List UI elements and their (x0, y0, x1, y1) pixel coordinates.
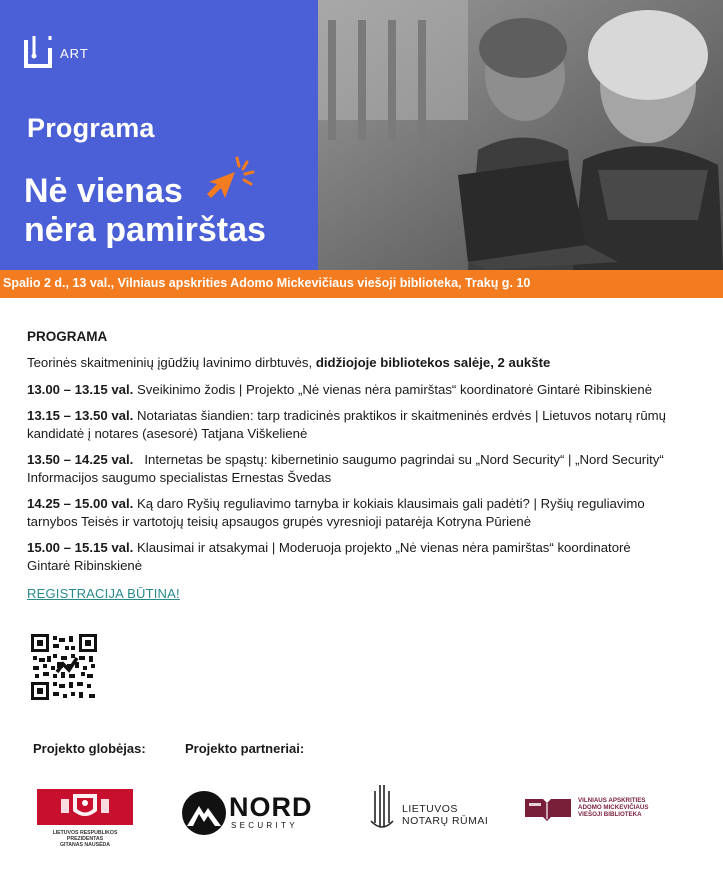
event-info-band (0, 270, 723, 298)
schedule-time: 13.15 – 13.50 val. (27, 408, 134, 423)
library-book-icon (523, 795, 573, 821)
notary-text (402, 803, 488, 827)
intro-bold: didžiojoje bibliotekos salėje, 2 aukšte (315, 355, 551, 370)
notary-line1: LIETUVOS (402, 803, 458, 815)
notary-line2: NOTARŲ RŪMAI (402, 815, 489, 827)
art-logo-icon (24, 34, 114, 70)
hero-title (24, 172, 266, 250)
library-text (578, 797, 648, 818)
program-section (27, 328, 677, 603)
notary-columns-icon (368, 783, 396, 831)
event-date-location: Spalio 2 d., 13 val., Vilniaus apskrities Adomo Mickevičiaus viešoji biblioteka, Trakų g. 10 (3, 276, 531, 290)
library-logo (523, 795, 663, 825)
nord-word: NORD (229, 792, 313, 822)
schedule-item (27, 451, 677, 487)
hero-blue-panel (0, 0, 318, 270)
schedule-item (27, 407, 677, 443)
library-line3: VIEŠOJI BIBLIOTEKA (578, 811, 642, 818)
president-line2: GITANAS NAUSĖDA (59, 842, 111, 848)
schedule-text: Klausimai ir atsakymai | Moderuoja projekto „Nė vienas nėra pamirštas“ koordinatorė Gintarė Ribinskienė (27, 540, 631, 573)
schedule-text: Ką daro Ryšių reguliavimo tarnyba ir kokiais klausimais gali padėti? | Ryšių reguliavimo tarnybos Teisės ir vartotojų teisių apsaugos grupės vyresnioji patarėja Kotryna Pūrienė (27, 496, 645, 529)
schedule-time: 14.25 – 15.00 val. (27, 496, 134, 511)
logo-text: ART (60, 46, 89, 61)
nord-security-logo (181, 790, 331, 836)
schedule-text: Sveikinimo žodis | Projekto „Nė vienas nėra pamirštas“ koordinatorė Gintarė Ribinskienė (133, 382, 653, 397)
registration-link[interactable]: REGISTRACIJA BŪTINA! (27, 586, 180, 601)
hero-title-line2: nėra pamirštas (24, 211, 266, 249)
program-intro (27, 354, 677, 372)
president-logo (37, 789, 133, 848)
hero-banner (0, 0, 723, 270)
schedule-text: Notariatas šiandien: tarp tradicinės praktikos ir skaitmeninės erdvės | Lietuvos notarų rūmų kandidatė į notares (asesorė) Tatjana Viškelienė (27, 408, 666, 441)
hero-title-line1: Nė vienas (24, 172, 183, 210)
schedule-text: Internetas be spąstų: kibernetinio saugumo pagrindai su „Nord Security“ | „Nord Security“ Informacijos saugumo specialistas Ernestas Švedas (27, 452, 668, 485)
schedule-time: 15.00 – 15.15 val. (27, 540, 134, 555)
notary-chamber-logo (368, 783, 498, 831)
schedule-item (27, 495, 677, 531)
schedule-item (27, 539, 677, 575)
schedule-time: 13.50 – 14.25 val. (27, 452, 134, 467)
intro-plain: Teorinės skaitmeninių įgūdžių lavinimo dirbtuvės, (27, 355, 316, 370)
nord-sub: SECURITY (231, 821, 298, 830)
photo-illustration (318, 0, 723, 270)
patron-label: Projekto globėjas: (33, 741, 146, 756)
library-line1: VILNIAUS APSKRITIES (578, 797, 646, 804)
library-line2: ADOMO MICKEVIČIAUS (578, 804, 649, 811)
registration-qr-code-icon[interactable] (31, 634, 97, 700)
grandmother-and-child-with-laptop-photo (318, 0, 723, 270)
nord-mountain-icon (181, 790, 227, 836)
program-heading: PROGRAMA (27, 329, 108, 344)
schedule-item (27, 381, 677, 399)
schedule-time: 13.00 – 13.15 val. (27, 382, 134, 397)
president-line1: LIETUVOS RESPUBLIKOS PREZIDENTAS (52, 830, 118, 842)
president-coat-of-arms-icon (37, 789, 133, 825)
hero-kicker: Programa (27, 113, 155, 143)
partners-label: Projekto partneriai: (185, 741, 305, 756)
